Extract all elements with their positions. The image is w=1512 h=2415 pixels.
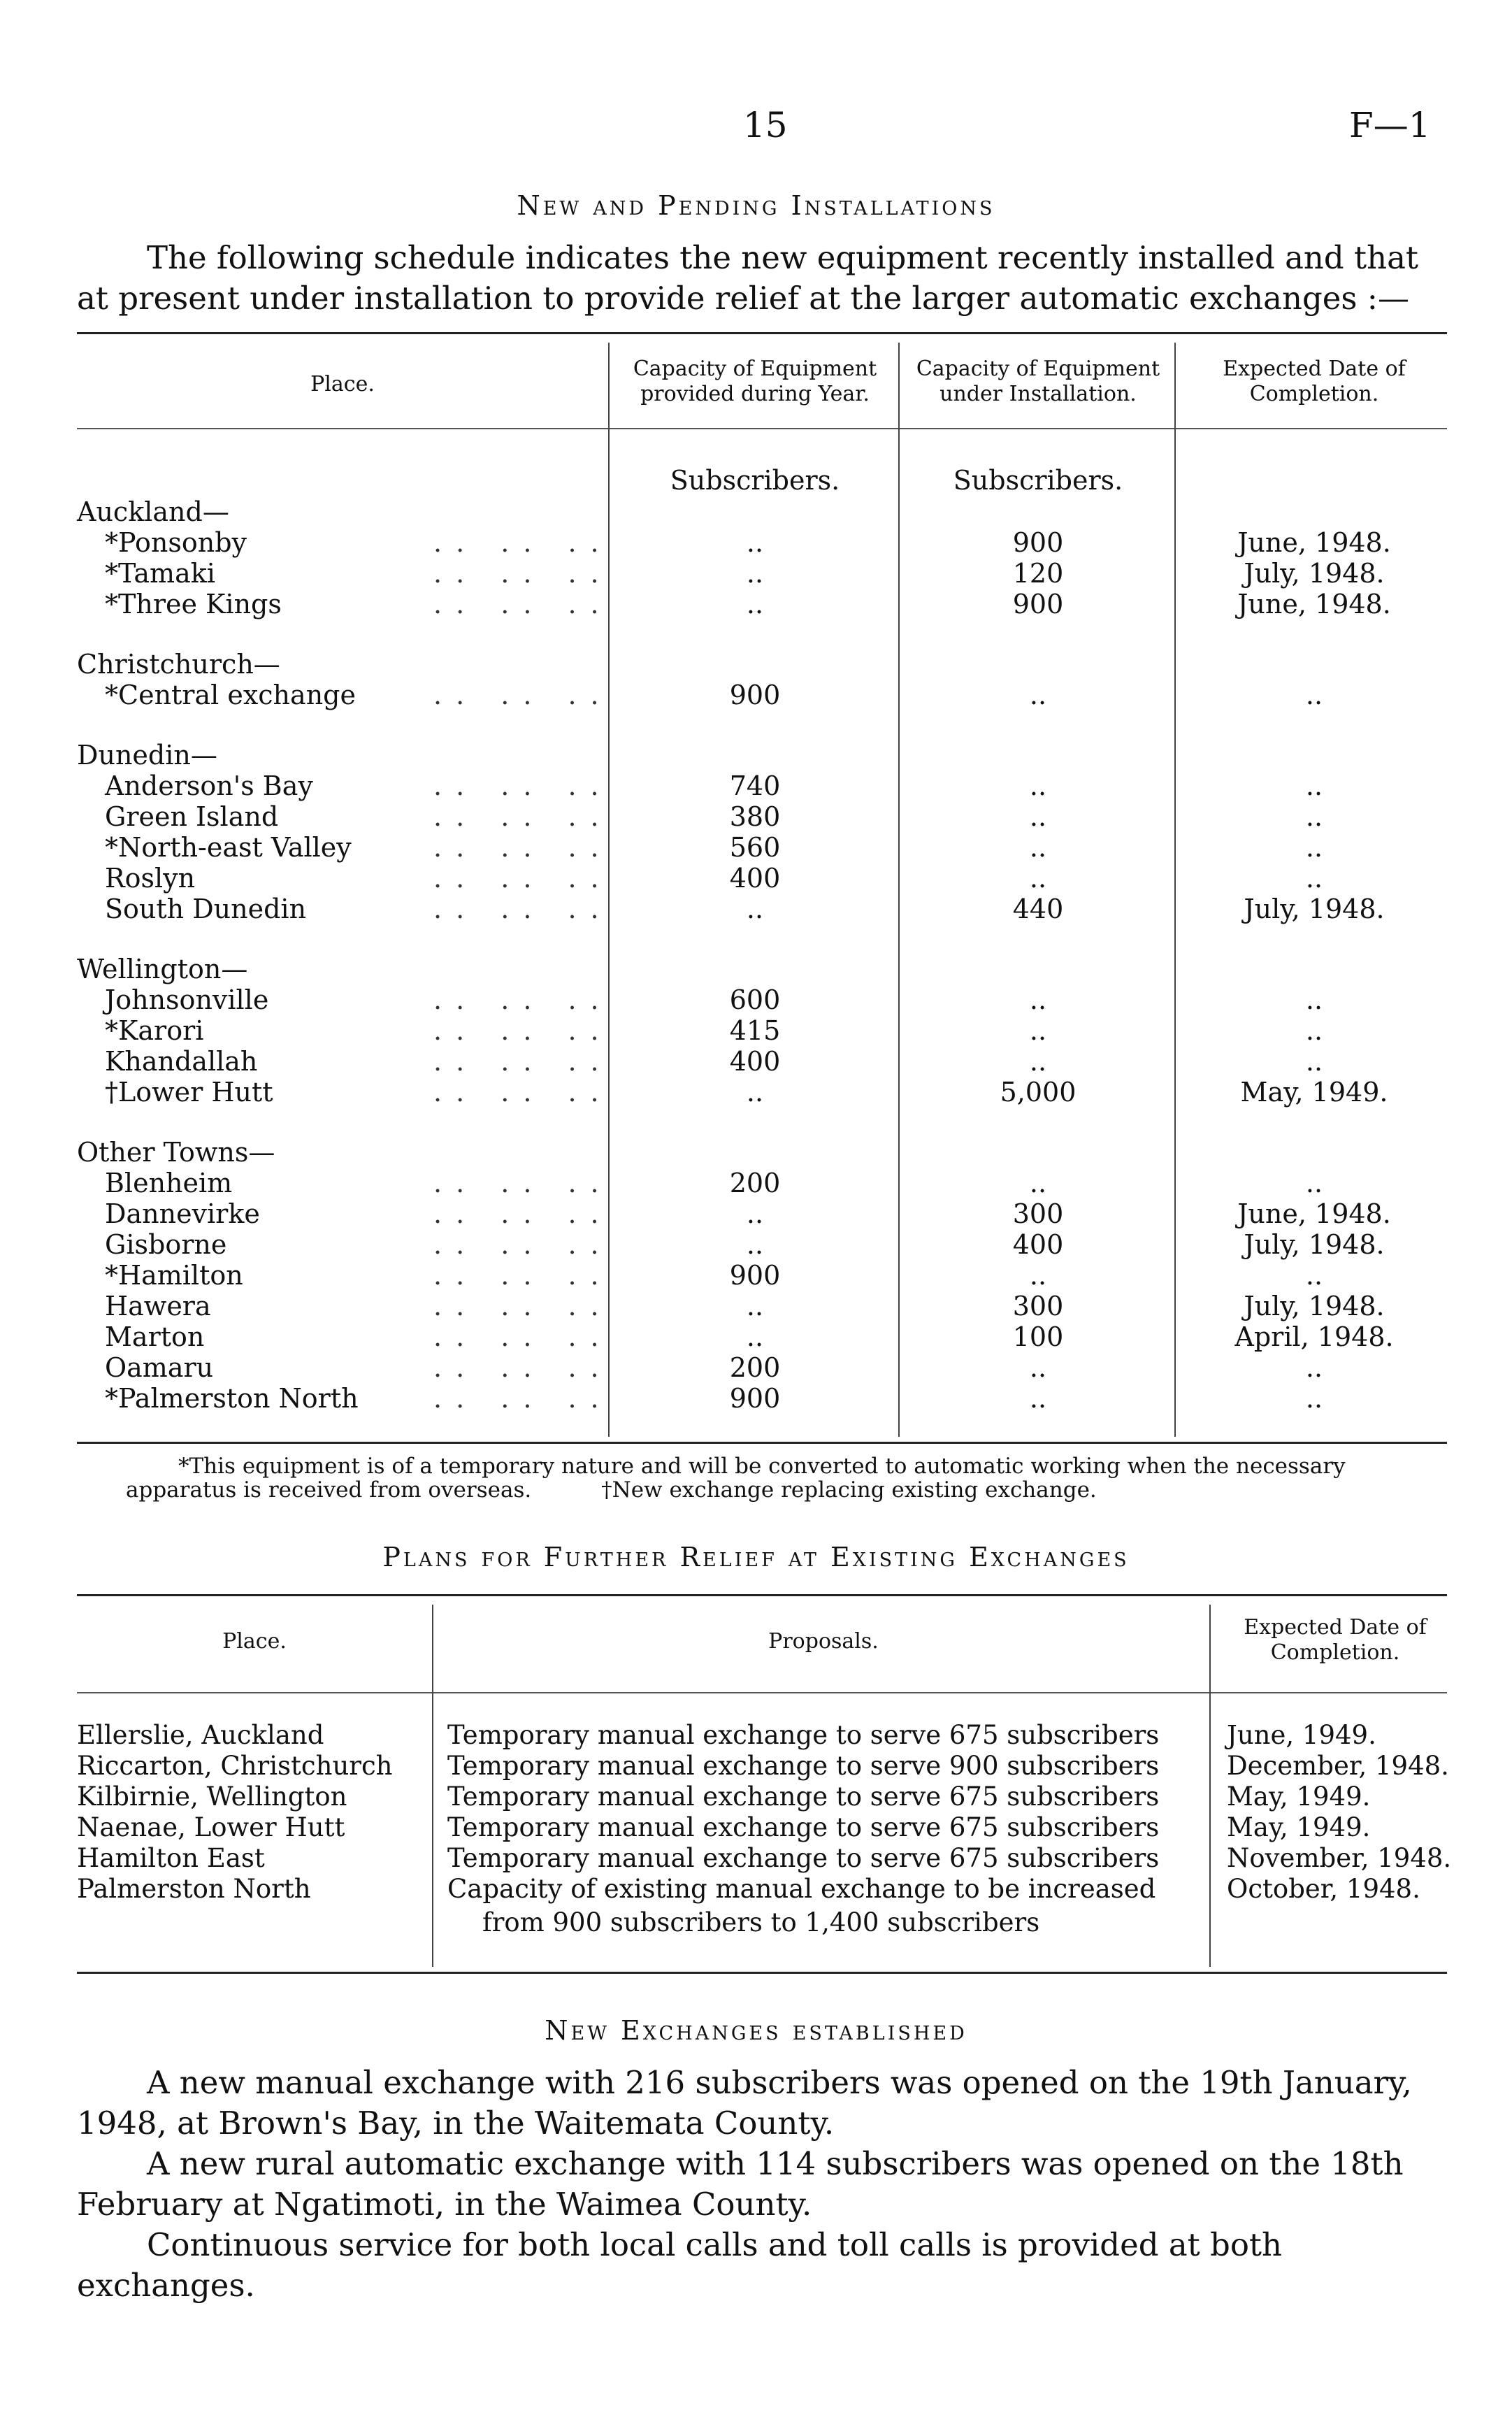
plan-proposal: Temporary manual exchange to serve 900 subscribers: [447, 1751, 1160, 1781]
group-heading: Christchurch—: [77, 649, 280, 680]
leader-dots: .. .. ..: [433, 1383, 613, 1414]
expected-date: ..: [1305, 863, 1323, 894]
place-name: *North-east Valley: [105, 832, 352, 863]
leader-dots: .. .. ..: [433, 1352, 613, 1383]
col-head-expected: Expected Date of Completion.: [1223, 357, 1406, 406]
paragraph-continuous-service: Continuous service for both local calls and toll calls is provided at both exchanges.: [77, 2226, 1282, 2304]
provided-value: 900: [729, 680, 781, 710]
place-name: Khandallah: [105, 1046, 258, 1077]
section-title-new-exchanges: New Exchanges established: [545, 2015, 967, 2046]
table2-divider-1: [432, 1605, 433, 1967]
provided-value: 200: [729, 1168, 781, 1198]
leader-dots: .. .. ..: [433, 1291, 613, 1321]
plan-expected-date: October, 1948.: [1227, 1874, 1420, 1904]
leader-dots: .. .. ..: [433, 558, 613, 589]
col-head-installation: Capacity of Equipment under Installation.: [916, 357, 1160, 406]
installation-value: 300: [1012, 1198, 1064, 1229]
installation-value: 900: [1012, 589, 1064, 619]
section-title-plans: Plans for Further Relief at Existing Exchanges: [382, 1542, 1130, 1572]
leader-dots: .. .. ..: [433, 894, 613, 924]
leader-dots: .. .. ..: [433, 527, 613, 558]
plan-place: Hamilton East: [77, 1843, 265, 1873]
col-head-place: Place.: [310, 372, 375, 396]
unit-provided: Subscribers.: [670, 465, 840, 496]
expected-date: ..: [1305, 1383, 1323, 1414]
provided-value: 900: [729, 1260, 781, 1291]
place-name: *Hamilton: [105, 1260, 243, 1291]
table1-divider-2: [898, 343, 900, 1437]
t2-col-head-expected: Expected Date of Completion.: [1244, 1615, 1427, 1665]
installation-value: ..: [1029, 1015, 1047, 1046]
place-name: *Ponsonby: [105, 527, 247, 558]
page-number: 15: [743, 105, 788, 145]
proposal-continuation: from 900 subscribers to 1,400 subscribers: [482, 1907, 1040, 1937]
place-name: *Three Kings: [105, 589, 282, 619]
plan-expected-date: June, 1949.: [1227, 1720, 1376, 1750]
plan-place: Ellerslie, Auckland: [77, 1720, 324, 1750]
section-title-new-pending: New and Pending Installations: [517, 190, 995, 221]
expected-date: ..: [1305, 1015, 1323, 1046]
provided-value: ..: [746, 1077, 764, 1108]
provided-value: 740: [729, 771, 781, 801]
expected-date: June, 1948.: [1237, 527, 1391, 558]
provided-value: ..: [746, 1321, 764, 1352]
place-name: Gisborne: [105, 1229, 227, 1260]
installation-value: ..: [1029, 863, 1047, 894]
place-name: Roslyn: [105, 863, 196, 894]
provided-value: 400: [729, 1046, 781, 1077]
plan-proposal: Temporary manual exchange to serve 675 subscribers: [447, 1843, 1160, 1873]
provided-value: ..: [746, 589, 764, 619]
leader-dots: .. .. ..: [433, 1168, 613, 1198]
plan-proposal: Capacity of existing manual exchange to be increased: [447, 1874, 1156, 1904]
leader-dots: .. .. ..: [433, 1229, 613, 1260]
place-name: Hawera: [105, 1291, 211, 1321]
intro-paragraph: The following schedule indicates the new equipment recently installed and that at present under installation to provide relief at the larger automatic exchanges :—: [77, 239, 1418, 317]
provided-value: ..: [746, 894, 764, 924]
expected-date: ..: [1305, 1260, 1323, 1291]
place-name: *Palmerston North: [105, 1383, 359, 1414]
expected-date: ..: [1305, 984, 1323, 1015]
t2-col-head-proposals: Proposals.: [768, 1629, 879, 1654]
plan-expected-date: May, 1949.: [1227, 1812, 1371, 1842]
provided-value: ..: [746, 558, 764, 589]
paragraph-ngatimoti: A new rural automatic exchange with 114 subscribers was opened on the 18th February at Ngatimoti, in the Waimea County.: [77, 2145, 1404, 2223]
installation-value: 100: [1012, 1321, 1064, 1352]
plan-proposal: Temporary manual exchange to serve 675 subscribers: [447, 1812, 1160, 1842]
document-code: F—1: [1349, 105, 1431, 145]
expected-date: ..: [1305, 1352, 1323, 1383]
place-name: Marton: [105, 1321, 205, 1352]
leader-dots: .. .. ..: [433, 863, 613, 894]
leader-dots: .. .. ..: [433, 832, 613, 863]
place-name: *Karori: [105, 1015, 204, 1046]
leader-dots: .. .. ..: [433, 1260, 613, 1291]
table1-bottom-rule: [77, 1442, 1447, 1444]
installation-value: ..: [1029, 1352, 1047, 1383]
table1-divider-3: [1174, 343, 1176, 1437]
expected-date: ..: [1305, 1168, 1323, 1198]
expected-date: April, 1948.: [1234, 1321, 1394, 1352]
expected-date: ..: [1305, 832, 1323, 863]
installation-value: ..: [1029, 1168, 1047, 1198]
plan-proposal: Temporary manual exchange to serve 675 subscribers: [447, 1720, 1160, 1750]
installation-value: 5,000: [1000, 1077, 1077, 1108]
group-heading: Auckland—: [77, 496, 229, 527]
leader-dots: .. .. ..: [433, 680, 613, 710]
leader-dots: .. .. ..: [433, 1077, 613, 1108]
provided-value: ..: [746, 1291, 764, 1321]
place-name: Dannevirke: [105, 1198, 260, 1229]
leader-dots: .. .. ..: [433, 984, 613, 1015]
footnote-dagger: †New exchange replacing existing exchange.: [601, 1477, 1097, 1503]
installation-value: ..: [1029, 801, 1047, 832]
plan-place: Riccarton, Christchurch: [77, 1751, 393, 1781]
expected-date: July, 1948.: [1244, 1291, 1385, 1321]
plan-expected-date: May, 1949.: [1227, 1782, 1371, 1812]
place-name: South Dunedin: [105, 894, 307, 924]
plan-place: Kilbirnie, Wellington: [77, 1782, 347, 1812]
leader-dots: .. .. ..: [433, 1046, 613, 1077]
col-head-provided: Capacity of Equipment provided during Year.: [633, 357, 877, 406]
expected-date: ..: [1305, 801, 1323, 832]
place-name: Blenheim: [105, 1168, 233, 1198]
group-heading: Wellington—: [77, 954, 248, 984]
leader-dots: .. .. ..: [433, 1015, 613, 1046]
expected-date: July, 1948.: [1244, 558, 1385, 589]
table2-top-rule: [77, 1594, 1447, 1596]
plan-place: Palmerston North: [77, 1874, 311, 1904]
installation-value: ..: [1029, 680, 1047, 710]
expected-date: July, 1948.: [1244, 1229, 1385, 1260]
expected-date: June, 1948.: [1237, 589, 1391, 619]
place-name: Green Island: [105, 801, 279, 832]
provided-value: 400: [729, 863, 781, 894]
installation-value: 400: [1012, 1229, 1064, 1260]
place-name: Oamaru: [105, 1352, 214, 1383]
provided-value: ..: [746, 527, 764, 558]
installation-value: ..: [1029, 1046, 1047, 1077]
table2-divider-2: [1209, 1605, 1211, 1967]
leader-dots: .. .. ..: [433, 1321, 613, 1352]
installation-value: ..: [1029, 984, 1047, 1015]
table1-header-rule: [77, 428, 1447, 429]
installation-value: ..: [1029, 1383, 1047, 1414]
group-heading: Dunedin—: [77, 740, 217, 771]
provided-value: 600: [729, 984, 781, 1015]
t2-col-head-place: Place.: [222, 1629, 287, 1654]
installation-value: ..: [1029, 771, 1047, 801]
leader-dots: .. .. ..: [433, 801, 613, 832]
installation-value: 120: [1012, 558, 1064, 589]
place-name: Johnsonville: [105, 984, 269, 1015]
expected-date: June, 1948.: [1237, 1198, 1391, 1229]
installation-value: 300: [1012, 1291, 1064, 1321]
installation-value: 900: [1012, 527, 1064, 558]
installation-value: ..: [1029, 1260, 1047, 1291]
expected-date: ..: [1305, 1046, 1323, 1077]
plan-expected-date: December, 1948.: [1227, 1751, 1449, 1781]
place-name: *Central exchange: [105, 680, 356, 710]
provided-value: 900: [729, 1383, 781, 1414]
installation-value: 440: [1012, 894, 1064, 924]
installation-value: ..: [1029, 832, 1047, 863]
leader-dots: .. .. ..: [433, 589, 613, 619]
unit-installation: Subscribers.: [953, 465, 1123, 496]
provided-value: 415: [729, 1015, 781, 1046]
provided-value: ..: [746, 1229, 764, 1260]
provided-value: 380: [729, 801, 781, 832]
paragraph-browns-bay: A new manual exchange with 216 subscribers was opened on the 19th January, 1948, at Brown's Bay, in the Waitemata County.: [77, 2064, 1412, 2142]
provided-value: 200: [729, 1352, 781, 1383]
plan-expected-date: November, 1948.: [1227, 1843, 1452, 1873]
table2-header-rule: [77, 1692, 1447, 1693]
table2-bottom-rule: [77, 1972, 1447, 1974]
provided-value: ..: [746, 1198, 764, 1229]
group-heading: Other Towns—: [77, 1137, 275, 1168]
plan-proposal: Temporary manual exchange to serve 675 subscribers: [447, 1782, 1160, 1812]
expected-date: July, 1948.: [1244, 894, 1385, 924]
footnote-temporary: [126, 1454, 1419, 1502]
leader-dots: .. .. ..: [433, 1198, 613, 1229]
place-name: Anderson's Bay: [105, 771, 313, 801]
expected-date: ..: [1305, 771, 1323, 801]
leader-dots: .. .. ..: [433, 771, 613, 801]
footnote-star: *This equipment is of a temporary nature and will be converted to automatic working when the necessary apparatus is received from overseas.: [126, 1454, 1346, 1503]
table1-top-rule: [77, 332, 1447, 334]
provided-value: 560: [729, 832, 781, 863]
place-name: †Lower Hutt: [105, 1077, 273, 1108]
place-name: *Tamaki: [105, 558, 215, 589]
plan-place: Naenae, Lower Hutt: [77, 1812, 345, 1842]
expected-date: May, 1949.: [1240, 1077, 1388, 1108]
expected-date: ..: [1305, 680, 1323, 710]
